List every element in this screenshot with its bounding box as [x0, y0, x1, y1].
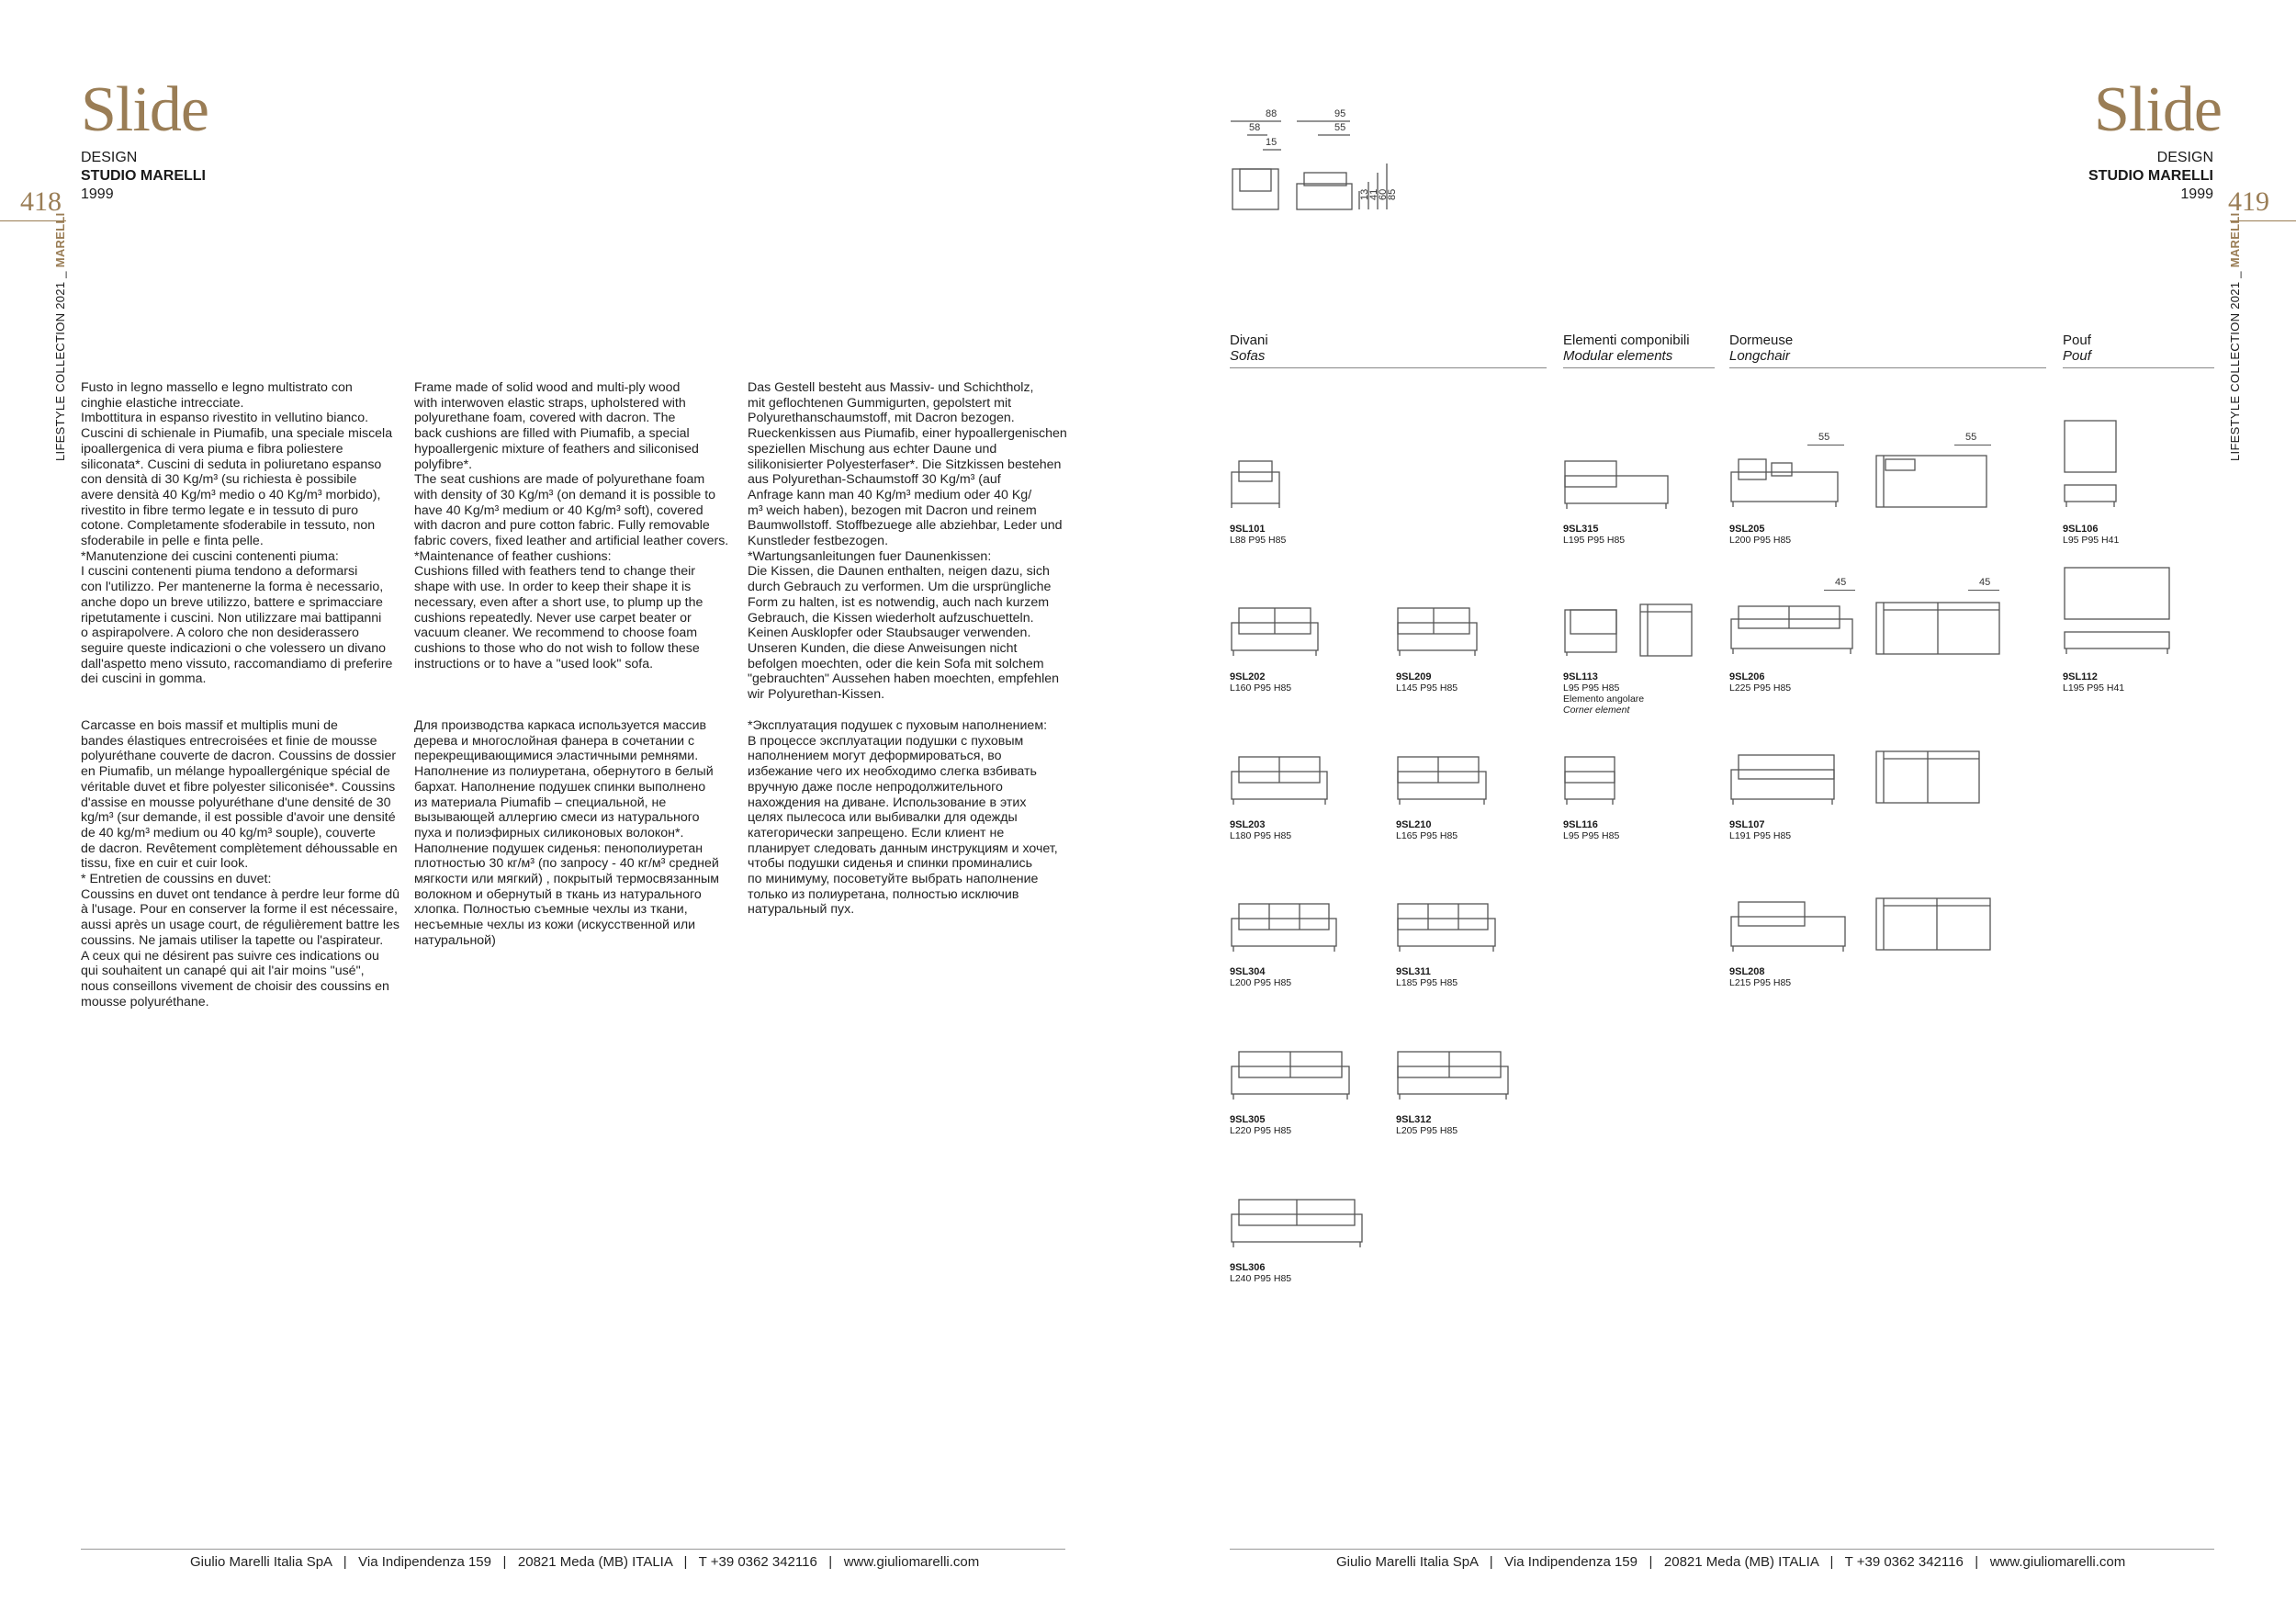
- sofa-drawing-9sl311: [1396, 902, 1506, 952]
- design-credit-right: [2066, 149, 2213, 204]
- sofa-drawing-9sl305: [1230, 1050, 1354, 1100]
- text-german: Das Gestell besteht aus Massiv- und Schichtholz, mit geflochtenen Gummigurten, gepolstert mit Polyurethanschaumstoff, mit Dacron bezogen. Rueckenkissen aus Piumafib, einer hypoallergenischen speziellen Mischung aus echter Daune und silikonisierter Polyesterfaser*. Die Sitzkissen bestehen aus Polyurethan-Schaumstoff 30 Kg/m³ (auf Anfrage kann man 40 Kg/m³ medium oder 40 Kg/ m³ weich haben), bezogen mit Dacron und reinem Baumwollstoff. Stoffbezuege alle abziehbar, Leder und Kunstleder festbezogen. *Wartungsanleitungen fuer Daunenkissen: Die Kissen, die Daunen enthalten, neigen dazu, sich durch Gebrauch zu verformen. Um die ursprüngliche Form zu halten, ist es notwendig, auch nach kurzem Gebrauch, die Kissen wiederholt aufzuschuetteln. Keinen Ausklopfer oder Staubsauger verwenden. Unseren Kunden, die diese Anweisungen nicht befolgen moechten, oder die kein Sofa mit solchem "gebrauchten" Aussehen haben moechten, empfehlen wir Polyurethan-Kissen.: [748, 380, 1067, 703]
- product-9sl113: 9SL113 L95 P95 H85 Elemento angolare Corner element: [1563, 671, 1645, 716]
- longchair-drawing-9sl205: [1729, 454, 2005, 509]
- product-9sl202: 9SL202 L160 P95 H85: [1230, 671, 1292, 694]
- dim-41: 41: [1368, 188, 1379, 200]
- sofa-drawing-9sl306: [1230, 1198, 1367, 1247]
- product-9sl304: 9SL304 L200 P95 H85: [1230, 966, 1292, 988]
- longchair-drawing-9sl206: [1729, 601, 2005, 656]
- product-9sl107: 9SL107 L191 P95 H85: [1729, 819, 1792, 841]
- text-russian-maintenance: *Эксплуатация подушек с пуховым наполнением: В процессе эксплуатации подушки с пуховым наполнением могут деформироваться, во избежание чего их необходимо слегка взбивать вручную даже после непродолжительного нахождения на диване. Использование в этих целях пылесоса или выбивалки для одежды категорически запрещено. Если клиент не планирует следовать данным инструкциям и хочет, чтобы подушки сиденья и спинки проминались по минимуму, посоветуйте выбрать наполнение только из полиуретана, полностью исключив натуральный пух.: [748, 718, 1058, 918]
- dim-205-a: 55: [1818, 432, 1830, 443]
- page-number-right: 419: [2228, 186, 2269, 217]
- sofa-drawing-9sl312: [1396, 1050, 1515, 1100]
- product-9sl208: 9SL208 L215 P95 H85: [1729, 966, 1792, 988]
- product-9sl203: 9SL203 L180 P95 H85: [1230, 819, 1292, 841]
- product-9sl206: 9SL206 L225 P95 H85: [1729, 671, 1792, 694]
- product-9sl306: 9SL306 L240 P95 H85: [1230, 1262, 1292, 1284]
- dimension-diagram: [1231, 108, 1442, 219]
- category-modular: Elementi componibili Modular elements: [1563, 333, 1690, 364]
- category-rule: [1563, 367, 1715, 368]
- modular-drawing-9sl116: [1563, 755, 1618, 805]
- side-collection-label-left: LIFESTYLE COLLECTION 2021 _ MARELLI: [53, 212, 67, 461]
- longchair-drawing-9sl208: [1729, 897, 2005, 953]
- design-label: DESIGN: [81, 150, 138, 165]
- text-italian: Fusto in legno massello e legno multistrato con cinghie elastiche intrecciate. Imbottitura in espanso rivestito in vellutino bianco. Cuscini di schienale in Piumafib, una speciale miscela ipoallergenica di vera piuma e fibra poliestere siliconata*. Cuscini di seduta in poliuretano espanso con densità di 30 Kg/m³ (su richiesta è possibile avere densità 40 Kg/m³ medio o 40 Kg/m³ morbido), rivestito in fibre termo legate e in tessuto di puro cotone. Completamente sfoderabile in tessuto, non sfoderabile in pelle e finta pelle. *Manutenzione dei cuscini contenenti piuma: I cuscini contenenti piuma tendono a deformarsi con l'utilizzo. Per mantenerne la forma è necessario, anche dopo un breve utilizzo, battere e sprimacciare ripetutamente i cuscini. Non utilizzare mai battipanni o aspirapolvere. A coloro che non desiderassero seguire queste indicazioni o che volessero un divano dall'aspetto meno vissuto, raccomandiamo di preferire dei cuscini in gomma.: [81, 380, 393, 687]
- sofa-drawing-9sl210: [1396, 755, 1497, 805]
- product-9sl209: 9SL209 L145 P95 H85: [1396, 671, 1458, 694]
- dim-206-a: 45: [1835, 577, 1847, 588]
- dim-58: 58: [1249, 122, 1261, 133]
- category-rule: [2063, 367, 2214, 368]
- side-brand-right: MARELLI: [2228, 212, 2242, 268]
- category-longchair: Dormeuse Longchair: [1729, 333, 1794, 364]
- product-9sl101: 9SL101 L88 P95 H85: [1230, 524, 1287, 546]
- pouf-drawing-9sl106: [2063, 419, 2122, 511]
- dim-55: 55: [1334, 122, 1346, 133]
- sofa-drawing-9sl203: [1230, 755, 1331, 805]
- dim-206-b: 45: [1979, 577, 1991, 588]
- product-9sl205: 9SL205 L200 P95 H85: [1729, 524, 1792, 546]
- text-english: Frame made of solid wood and multi-ply wood with interwoven elastic straps, upholstered with polyurethane foam, covered with dacron. The back cushions are filled with Piumafib, a special hypoallergenic mixture of feathers and siliconised polyfibre*. The seat cushions are made of polyurethane foam with density of 30 Kg/m³ (on demand it is possible to have 40 Kg/m³ medium or 40 Kg/m³ soft), covered with dacron and pure cotton fabric. Fully removable fabric covers, fixed leather and artificial leather covers. *Maintenance of feather cushions: Cushions filled with feathers tend to change their shape with use. In order to keep their shape it is necessary, even after a short use, to plump up the cushions repeatedly. Never use carpet beater or vacuum cleaner. We recommend to choose foam cushions to those who do not wish to follow these instructions or to have a "used look" sofa.: [414, 380, 729, 671]
- category-sofas: Divani Sofas: [1230, 333, 1268, 364]
- product-9sl305: 9SL305 L220 P95 H85: [1230, 1114, 1292, 1136]
- page-title-right: Slide: [2094, 74, 2222, 145]
- page-number-left: 418: [20, 186, 62, 217]
- design-label: DESIGN: [2156, 150, 2213, 165]
- dim-85: 85: [1387, 188, 1398, 200]
- product-9sl112: 9SL112 L195 P95 H41: [2063, 671, 2125, 694]
- category-rule: [1230, 367, 1547, 368]
- product-9sl116: 9SL116 L95 P95 H85: [1563, 819, 1620, 841]
- side-collection-label-right: LIFESTYLE COLLECTION 2021 _ MARELLI: [2228, 212, 2242, 461]
- footer-rule-left: [81, 1549, 1065, 1550]
- dim-rule: [1968, 590, 1999, 591]
- category-pouf: Pouf Pouf: [2063, 333, 2091, 364]
- text-russian: Для производства каркаса используется массив дерева и многослойная фанера в сочетании с перекрещивающимися эластичными ремнями. Наполнение из полиуретана, обернутого в белый бархат. Наполнение подушек спинки выполнено из материала Piumafib – специальной, не вызывающей аллергию смеси из натурального пуха и полиэфирных силиконовых волокон*. Наполнение подушек сиденья: пенополиуретан плотностью 30 кг/м³ (по запросу - 40 кг/м³ средней мягкости или мягкий) , покрытый термосвязанным волокном и обернутый в ткань из натурального хлопка. Полностью съемные чехлы из ткани, несъемные чехлы из кожи (искусственной или натуральной): [414, 718, 719, 948]
- design-credit-left: [81, 149, 206, 204]
- side-brand-left: MARELLI: [53, 212, 67, 268]
- modular-drawing-9sl113: [1563, 603, 1701, 658]
- dim-rule: [1824, 590, 1855, 591]
- dim-95: 95: [1334, 108, 1346, 119]
- product-9sl315: 9SL315 L195 P95 H85: [1563, 524, 1626, 546]
- designer-name: STUDIO MARELLI: [2088, 168, 2213, 184]
- longchair-drawing-9sl107: [1729, 750, 2005, 805]
- footer-rule-right: [1230, 1549, 2214, 1550]
- footer-right: Giulio Marelli Italia SpA | Via Indipendenza 159 | 20821 Meda (MB) ITALIA | T +39 0362 342116 | www.giuliomarelli.com: [1336, 1554, 2126, 1570]
- category-rule: [1729, 367, 2046, 368]
- dim-13: 13: [1359, 188, 1370, 200]
- design-year: 1999: [2180, 186, 2213, 202]
- product-9sl311: 9SL311 L185 P95 H85: [1396, 966, 1458, 988]
- modular-drawing-9sl315: [1563, 459, 1673, 509]
- pouf-drawing-9sl112: [2063, 566, 2177, 658]
- dim-205-b: 55: [1965, 432, 1977, 443]
- sofa-drawing-9sl209: [1396, 606, 1488, 656]
- text-french: Carcasse en bois massif et multiplis muni de bandes élastiques entrecroisées et finie de mousse polyuréthane couverte de dacron. Coussins de dossier en Piumafib, un mélange hypoallergénique spécial de véritable duvet et fibre polyester siliconisée*. Coussins d'assise en mousse polyuréthane d'une densité de 30 kg/m³ (sur demande, il est possible d'avoir une densité de 40 kg/m³ medium ou 40 kg/m³ souple), couverte de dacron. Revêtement complètement déhoussable en tissu, fixe en cuir et cuir look. * Entretien de coussins en duvet: Coussins en duvet ont tendance à perdre leur forme dû à l'usage. Pour en conserver la forme il est nécessaire, aussi après un usage court, de régulièrement battre les coussins. Ne jamais utiliser la tapette ou l'aspirateur. A ceux qui ne désirent pas suivre ces indications ou qui souhaitent un canapé qui ait l'air moins "usé", nous conseillons vivement de choisir des coussins en mousse polyuréthane.: [81, 718, 400, 1009]
- dim-15: 15: [1266, 137, 1277, 148]
- dim-88: 88: [1266, 108, 1277, 119]
- footer-left: Giulio Marelli Italia SpA | Via Indipendenza 159 | 20821 Meda (MB) ITALIA | T +39 0362 342116 | www.giuliomarelli.com: [190, 1554, 980, 1570]
- page-title-left: Slide: [81, 74, 208, 145]
- product-9sl106: 9SL106 L95 P95 H41: [2063, 524, 2120, 546]
- sofa-drawing-9sl304: [1230, 902, 1340, 952]
- product-9sl210: 9SL210 L165 P95 H85: [1396, 819, 1458, 841]
- sofa-drawing-9sl101: [1230, 459, 1285, 509]
- design-year: 1999: [81, 186, 114, 202]
- designer-name: STUDIO MARELLI: [81, 168, 206, 184]
- sofa-drawing-9sl202: [1230, 606, 1322, 656]
- product-9sl312: 9SL312 L205 P95 H85: [1396, 1114, 1458, 1136]
- dim-60: 60: [1378, 188, 1389, 200]
